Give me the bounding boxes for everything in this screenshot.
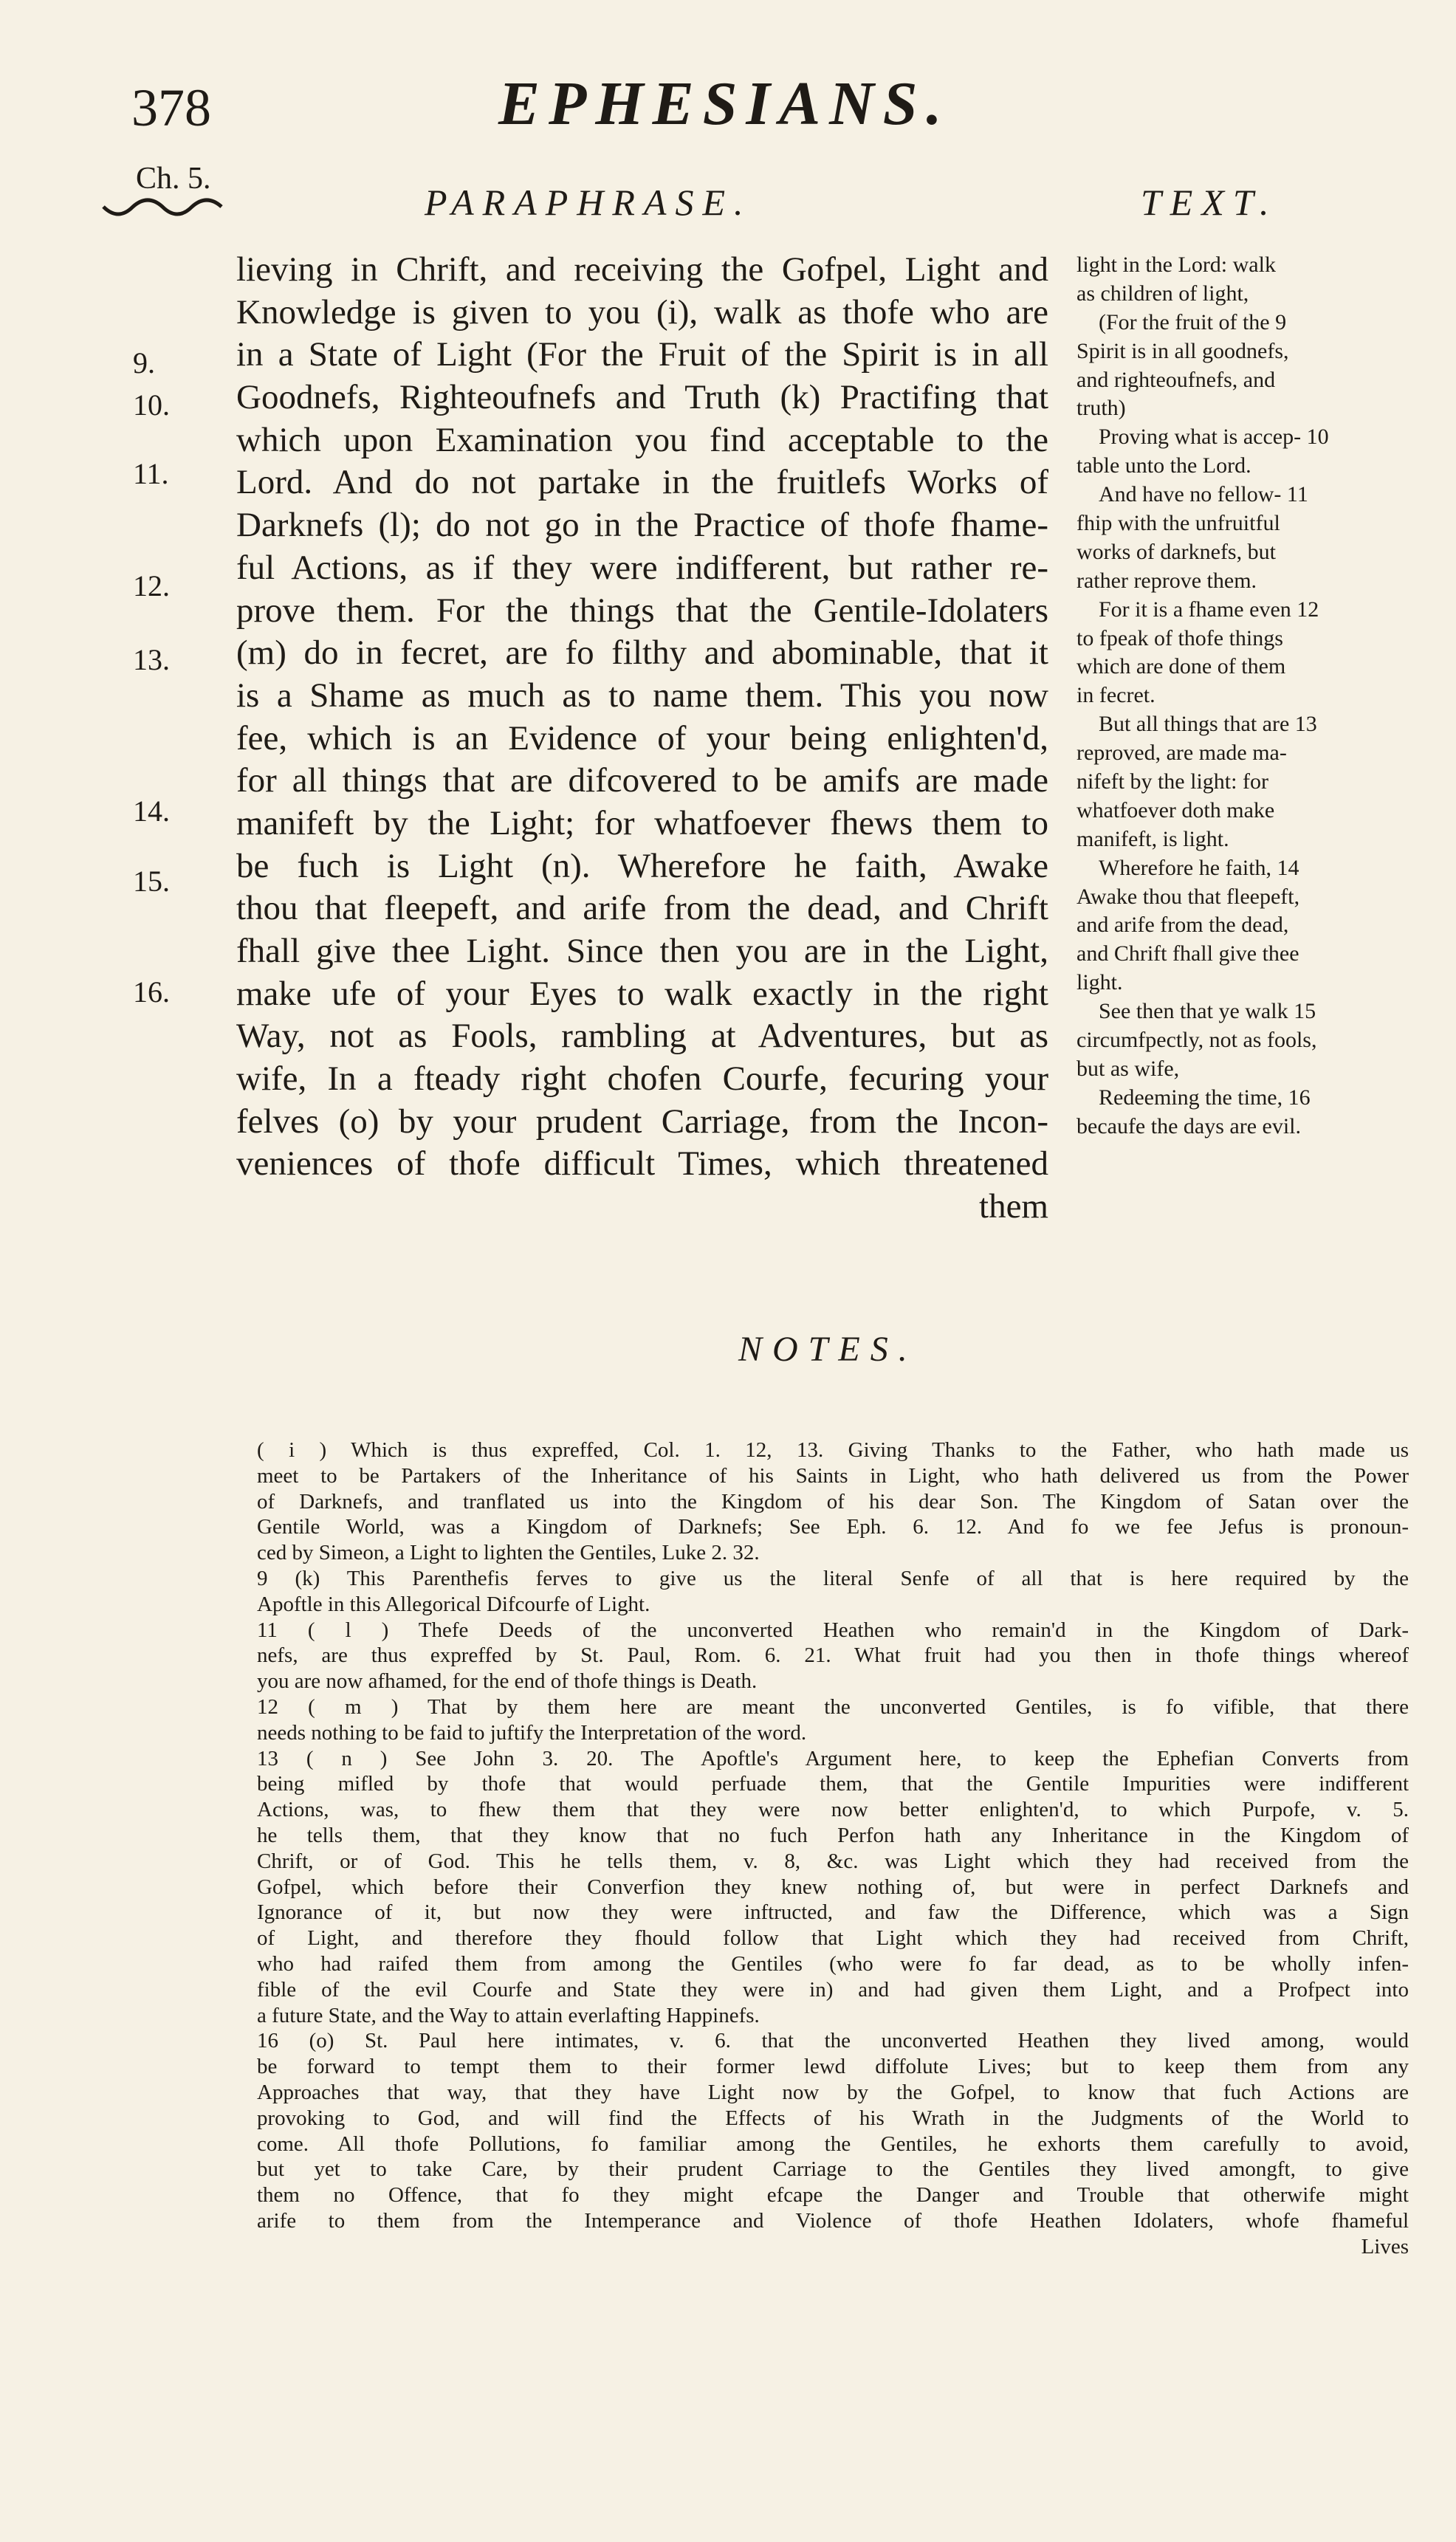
text-line: becaufe the days are evil. <box>1076 1113 1301 1138</box>
note-line: Approaches that way, that they have Light now by the Gofpel, to know that fuch Actions are <box>257 2080 1409 2104</box>
paraphrase-line: fee, which is an Evidence of your being enlighten'd, <box>236 718 1048 758</box>
verse-marker-14: 14. <box>133 794 170 828</box>
text-line: and arife from the dead, <box>1076 913 1289 938</box>
paraphrase-line: Darknefs (l); do not go in the Practice of thofe fhame- <box>236 506 1048 545</box>
paraphrase-line: them <box>979 1187 1048 1226</box>
paraphrase-line: fhall give thee Light. Since then you are in the Light, <box>236 932 1048 970</box>
text-column <box>1076 251 1390 1141</box>
text-line: as children of light, <box>1076 281 1249 306</box>
note-line: 9 (k) This Parenthefis ferves to give us the literal Senfe of all that is here required by the <box>257 1566 1409 1590</box>
text-line: and righteoufnefs, and <box>1076 367 1276 392</box>
text-line: (For the fruit of the 9 <box>1099 309 1287 334</box>
verse-marker-9: 9. <box>133 346 155 379</box>
note-line: be forward to tempt them to their former lewd diffolute Lives; but to keep them from any <box>257 2055 1409 2079</box>
text-line: Proving what is accep- 10 <box>1099 425 1329 450</box>
paraphrase-line: is a Shame as much as to name them. This you now <box>236 676 1048 715</box>
paraphrase-line: manifeft by the Light; for whatfoever fhews them to <box>236 803 1048 842</box>
verse-marker-15: 15. <box>133 865 170 898</box>
page-number: 378 <box>131 78 211 137</box>
text-line: See then that ye walk 15 <box>1099 999 1316 1024</box>
paraphrase-line: be fuch is Light (n). Wherefore he faith, Awake <box>236 846 1048 885</box>
paraphrase-line: wife, In a fteady right chofen Courfe, fecuring your <box>236 1059 1048 1099</box>
note-line: 13 ( n ) See John 3. 20. The Apoftle's Argument here, to keep the Ephefian Converts from <box>257 1746 1409 1770</box>
verse-marker-16: 16. <box>133 975 170 1009</box>
note-line: arife to them from the Intemperance and Violence of thofe Heathen Idolaters, whofe fhameful <box>257 2208 1409 2233</box>
text-heading: TEXT. <box>1141 182 1278 223</box>
text-line: in fecret. <box>1076 683 1155 708</box>
text-line: And have no fellow- 11 <box>1099 482 1308 507</box>
text-line: and Chrift fhall give thee <box>1076 941 1299 966</box>
text-line: table unto the Lord. <box>1076 453 1251 478</box>
paraphrase-line: Knowledge is given to you (i), walk as thofe who are <box>236 292 1048 332</box>
ornament-icon <box>100 193 225 223</box>
note-line: provoking to God, and will find the Effects of his Wrath in the Judgments of the World to <box>257 2106 1409 2130</box>
note-line: fible of the evil Courfe and State they were in) and had given them Light, and a Profpect into <box>257 1977 1409 2002</box>
note-line: come. All thofe Pollutions, fo familiar among the Gentiles, he exhorts them carefully to avoid, <box>257 2131 1409 2156</box>
note-line: Gentile World, was a Kingdom of Darknefs; See Eph. 6. 12. And fo we fee Jefus is pronoun- <box>257 1515 1409 1539</box>
paraphrase-line: thou that fleepeft, and arife from the dead, and Chrift <box>236 889 1048 928</box>
note-line: meet to be Partakers of the Inheritance of his Saints in Light, who hath delivered us from the Power <box>257 1463 1409 1488</box>
note-line: but yet to take Care, by their prudent Carriage to the Gentiles they lived amongft, to give <box>257 2157 1409 2182</box>
note-line: who had raifed them from among the Gentiles (who were fo far dead, as to be wholly infen- <box>257 1951 1409 1976</box>
paraphrase-line: Lord. And do not partake in the fruitlefs Works of <box>236 463 1048 502</box>
note-line: being mifled by thofe that would perfuade them, that the Gentile Impurities were indifferent <box>257 1772 1409 1796</box>
note-line: of Light, and therefore they fhould follow that Light which they had received from Chrift, <box>257 1926 1409 1951</box>
text-line: Redeeming the time, 16 <box>1099 1085 1311 1110</box>
notes-title: NOTES. <box>738 1330 918 1369</box>
text-line: But all things that are 13 <box>1099 712 1317 737</box>
note-line: needs nothing to be faid to juftify the Interpretation of the word. <box>257 1720 807 1745</box>
text-line: rather reprove them. <box>1076 568 1257 593</box>
paraphrase-line: for all things that are difcovered to be amifs are made <box>236 761 1048 800</box>
note-line: Apoftle in this Allegorical Difcourfe of Light. <box>257 1592 650 1616</box>
verse-marker-13: 13. <box>133 643 170 676</box>
note-line: 16 (o) St. Paul here intimates, v. 6. that the unconverted Heathen they lived among, would <box>257 2029 1409 2053</box>
paraphrase-heading: PARAPHRASE. <box>425 182 752 223</box>
paraphrase-line: prove them. For the things that the Gentile-Idolaters <box>236 591 1048 630</box>
note-line: 11 ( l ) Thefe Deeds of the unconverted Heathen who remain'd in the Kingdom of Dark- <box>257 1618 1409 1642</box>
paraphrase-line: which upon Examination you find acceptable to the <box>236 420 1048 459</box>
text-line: reproved, are made ma- <box>1076 741 1287 766</box>
note-line: Actions, was, to fhew them that they were now better enlighten'd, to which Purpofe, v. 5. <box>257 1798 1409 1822</box>
text-line: nifeft by the light: for <box>1076 769 1268 794</box>
verse-marker-10: 10. <box>133 388 170 422</box>
notes-section <box>257 1437 1409 2260</box>
note-line: of Darknefs, and tranflated us into the Kingdom of his dear Son. The Kingdom of Satan over the <box>257 1489 1409 1514</box>
text-line: truth) <box>1076 396 1126 421</box>
paraphrase-line: (m) do in fecret, are fo filthy and abominable, that it <box>236 633 1048 673</box>
note-line: a future State, and the Way to attain everlafting Happinefs. <box>257 2003 760 2027</box>
paraphrase-line: veniences of thofe difficult Times, which threatened <box>236 1144 1048 1184</box>
paraphrase-line: ful Actions, as if they were indifferent, but rather re- <box>236 548 1048 587</box>
verse-marker-11: 11. <box>133 457 169 490</box>
verse-marker-12: 12. <box>133 569 170 602</box>
text-line: works of darknefs, but <box>1076 539 1276 564</box>
text-line: light in the Lord: walk <box>1076 253 1276 277</box>
text-line: which are done of them <box>1076 654 1286 679</box>
note-line: nefs, are thus expreffed by St. Paul, Rom. 6. 21. What fruit had you then in thofe things whereof <box>257 1643 1409 1668</box>
text-line: whatfoever doth make <box>1076 797 1275 822</box>
note-line: ( i ) Which is thus expreffed, Col. 1. 12, 13. Giving Thanks to the Father, who hath made us <box>257 1438 1409 1462</box>
text-line: but as wife, <box>1076 1056 1180 1081</box>
chapter-marker: Ch. 5. <box>136 162 211 196</box>
paraphrase-line: felves (o) by your prudent Carriage, from the Incon- <box>236 1102 1048 1141</box>
text-line: For it is a fhame even 12 <box>1099 597 1319 622</box>
note-line: Gofpel, which before their Converfion they knew nothing of, but were in perfect Darknefs and <box>257 1875 1409 1899</box>
paraphrase-column <box>236 249 1048 1229</box>
text-line: Wherefore he faith, 14 <box>1099 855 1299 880</box>
note-line: them no Offence, that fo they might efcape the Danger and Trouble that otherwife might <box>257 2183 1409 2208</box>
paraphrase-line: in a State of Light (For the Fruit of the Spirit is in all <box>236 335 1048 374</box>
note-line: Chrift, or of God. This he tells them, v. 8, &c. was Light which they had received from the <box>257 1849 1409 1873</box>
running-title: EPHESIANS. <box>498 69 951 138</box>
text-line: Spirit is in all goodnefs, <box>1076 338 1289 363</box>
paraphrase-line: make ufe of your Eyes to walk exactly in the right <box>236 974 1048 1013</box>
note-line: ced by Simeon, a Light to lighten the Gentiles, Luke 2. 32. <box>257 1541 760 1565</box>
text-line: fhip with the unfruitful <box>1076 511 1280 536</box>
catchword: Lives <box>1361 2234 1409 2258</box>
text-line: circumfpectly, not as fools, <box>1076 1028 1317 1053</box>
paraphrase-line: lieving in Chrift, and receiving the Gofpel, Light and <box>236 250 1048 289</box>
paraphrase-line: Way, not as Fools, rambling at Adventures, but as <box>236 1017 1048 1056</box>
paraphrase-line: Goodnefs, Righteoufnefs and Truth (k) Practifing that <box>236 378 1048 417</box>
note-line: he tells them, that they know that no fuch Perfon hath any Inheritance in the Kingdom of <box>257 1823 1409 1847</box>
text-line: to fpeak of thofe things <box>1076 625 1283 650</box>
note-line: you are now afhamed, for the end of thofe things is Death. <box>257 1669 758 1694</box>
note-line: 12 ( m ) That by them here are meant the unconverted Gentiles, is fo vifible, that there <box>257 1694 1409 1719</box>
text-line: manifeft, is light. <box>1076 826 1229 851</box>
text-line: light. <box>1076 970 1123 995</box>
text-line: Awake thou that fleepeft, <box>1076 884 1300 909</box>
note-line: Ignorance of it, but now they were inftructed, and faw the Difference, which was a Sign <box>257 1900 1409 1925</box>
